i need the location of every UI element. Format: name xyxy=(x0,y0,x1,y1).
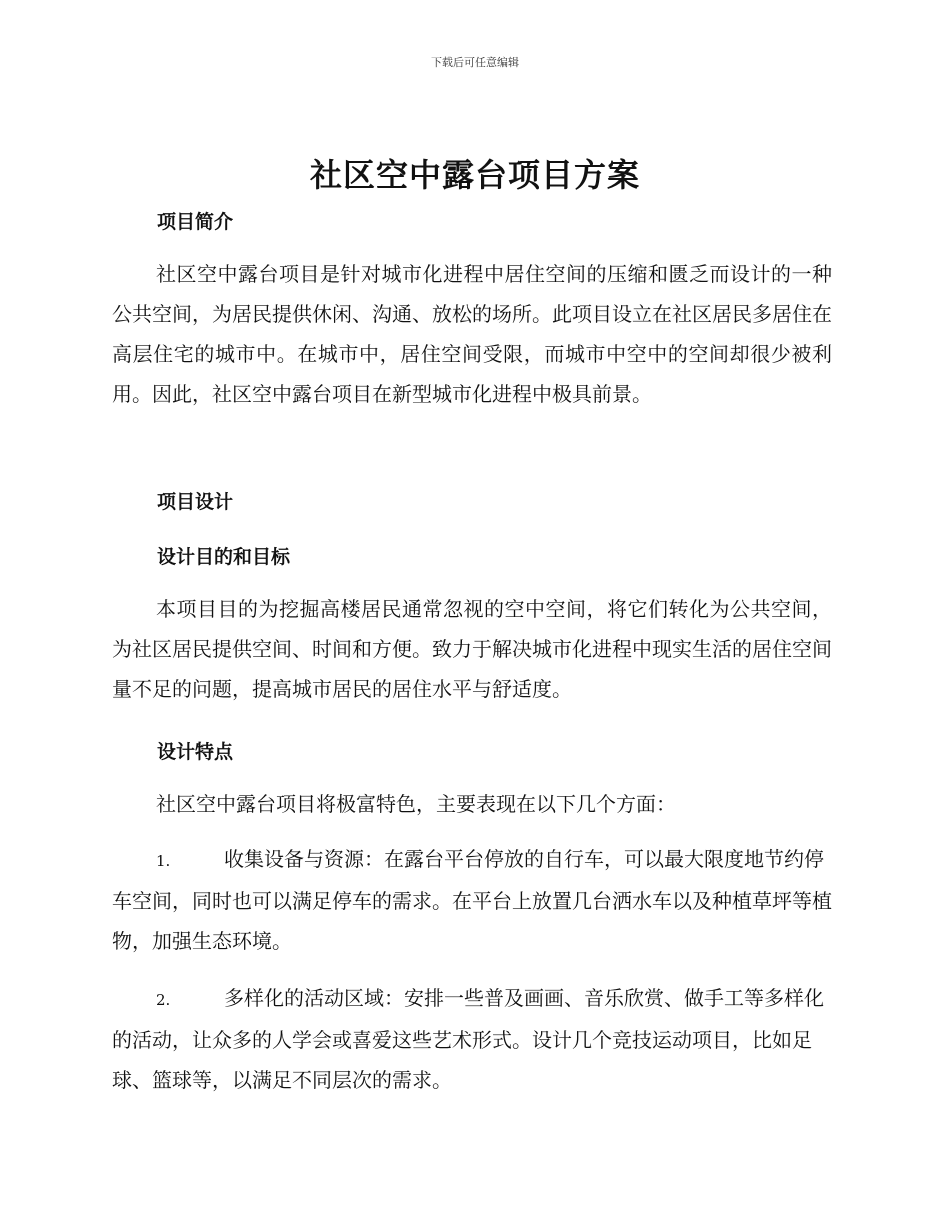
paragraph-features-intro: 社区空中露台项目将极富特色，主要表现在以下几个方面： xyxy=(156,792,676,816)
section-heading-design: 项目设计 xyxy=(157,491,234,513)
list-item xyxy=(112,839,832,961)
list-number: 2. xyxy=(156,991,171,1009)
paragraph-goal: 本项目目的为挖掘高楼居民通常忽视的空中空间，将它们转化为公共空间，为社区居民提供空间、时间和方便。致力于解决城市化进程中现实生活的居住空间量不足的问题，提高城市居民的居住水平与舒适度。 xyxy=(112,597,832,701)
list-number: 1. xyxy=(156,852,171,870)
section-heading-goal: 设计目的和目标 xyxy=(157,546,291,568)
list-text: 收集设备与资源：在露台平台停放的自行车，可以最大限度地节约停车空间，同时也可以满足停车的需求。在平台上放置几台洒水车以及种植草坪等植物，加强生态环境。 xyxy=(112,847,832,953)
list-item xyxy=(112,978,832,1100)
header-note: 下载后可任意编辑 xyxy=(431,56,519,69)
section-heading-intro: 项目简介 xyxy=(157,211,234,233)
list-text: 多样化的活动区域：安排一些普及画画、音乐欣赏、做手工等多样化的活动，让众多的人学会或喜爱这些艺术形式。设计几个竞技运动项目，比如足球、篮球等，以满足不同层次的需求。 xyxy=(112,986,824,1092)
paragraph-intro: 社区空中露台项目是针对城市化进程中居住空间的压缩和匮乏而设计的一种公共空间，为居民提供休闲、沟通、放松的场所。此项目设立在社区居民多居住在高层住宅的城市中。在城市中，居住空间受限，而城市中空中的空间却很少被利用。因此，社区空中露台项目在新型城市化进程中极具前景。 xyxy=(112,262,832,406)
page-title: 社区空中露台项目方案 xyxy=(309,156,640,194)
section-heading-features: 设计特点 xyxy=(157,741,234,763)
